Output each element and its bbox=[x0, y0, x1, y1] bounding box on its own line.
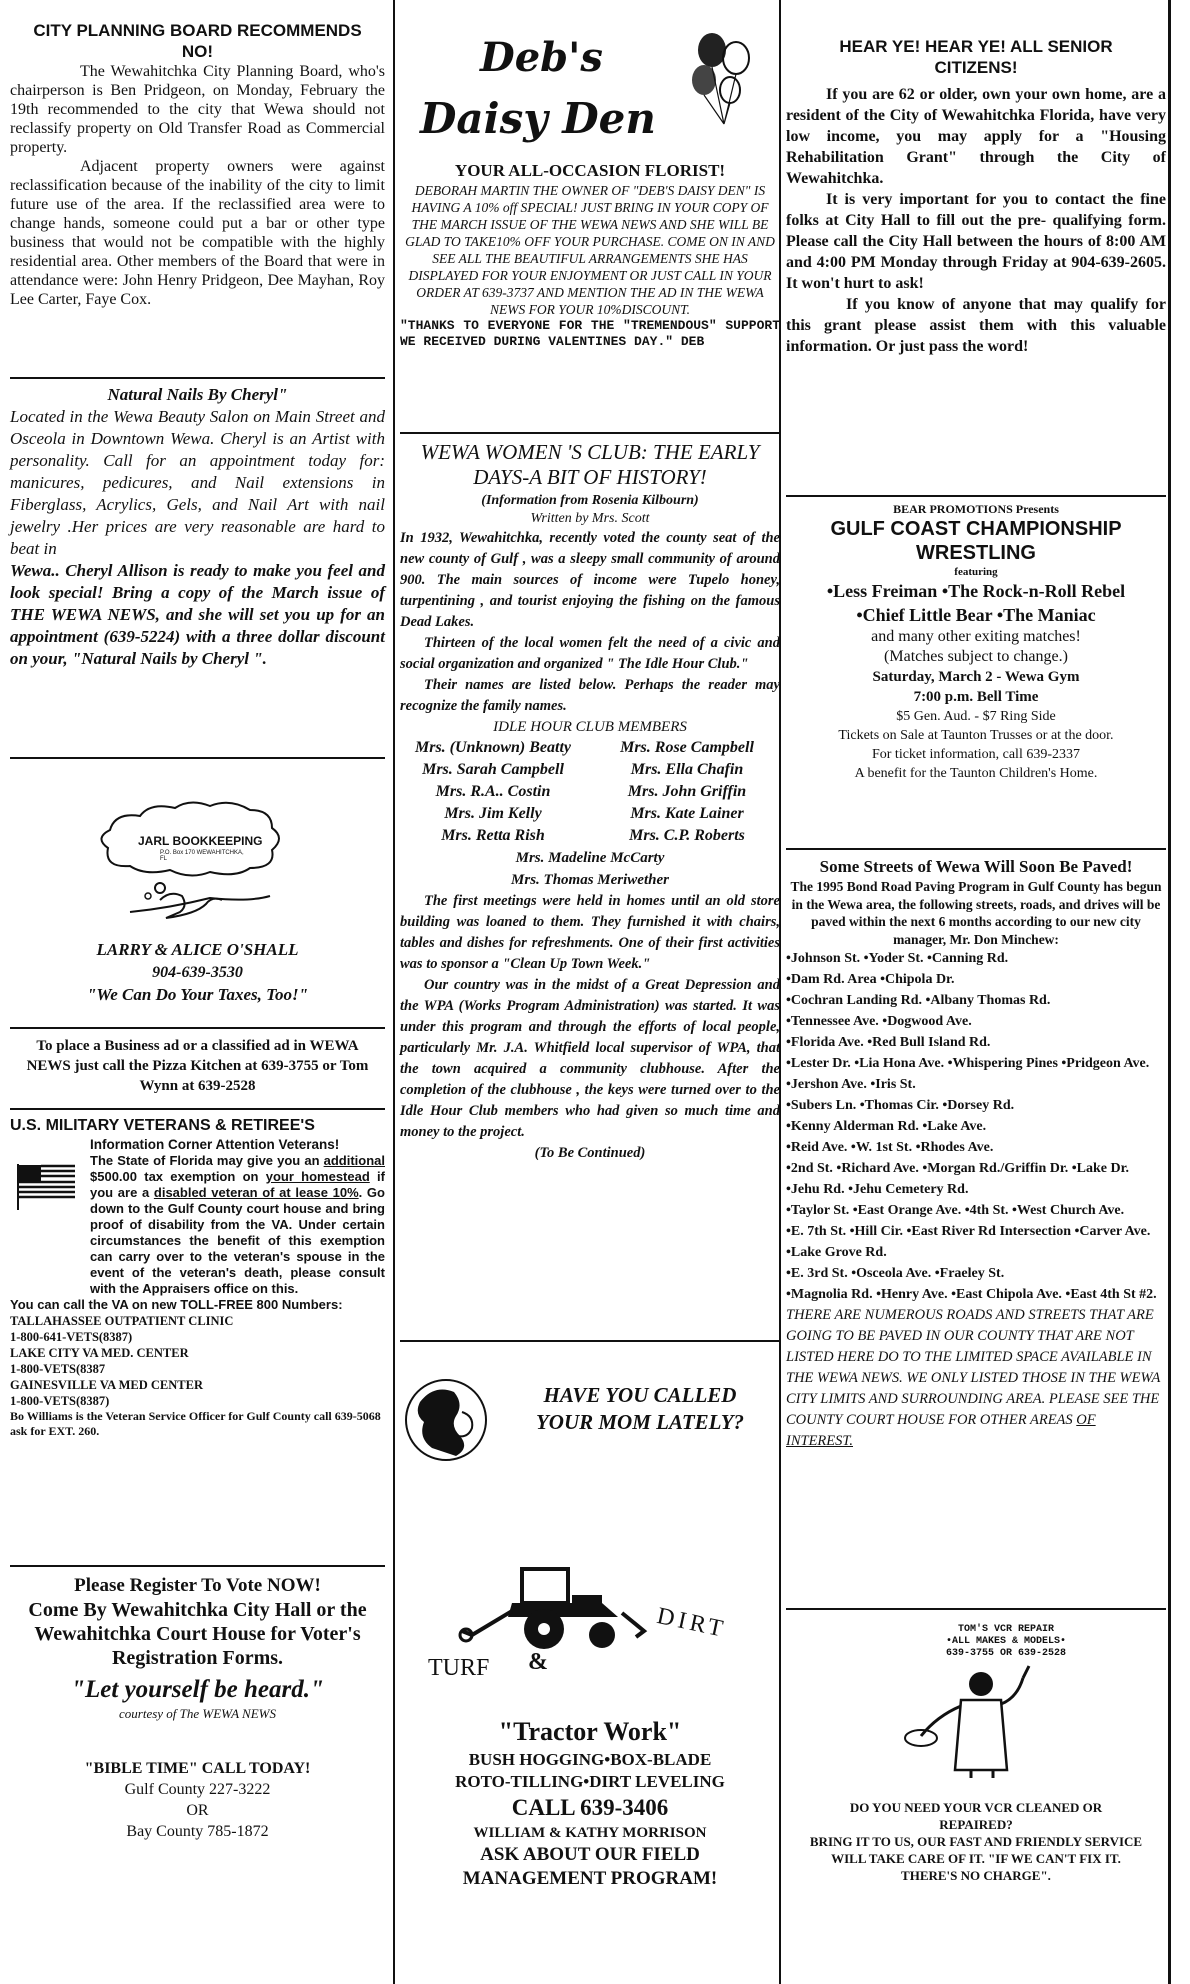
ad-courtesy: courtesy of The WEWA NEWS bbox=[119, 1706, 276, 1721]
ad-thanks: "THANKS TO EVERYONE FOR THE "TREMENDOUS" SUPPORT WE RECEIVED DURING VALENTINES DAY." DEB bbox=[400, 318, 780, 349]
bookkeeping-ad bbox=[10, 800, 385, 1006]
section-divider bbox=[400, 432, 780, 434]
logo-line: Deb's bbox=[480, 34, 603, 81]
ad-line: For ticket information, call 639-2337 bbox=[871, 747, 1080, 762]
senior-citizens-article bbox=[786, 36, 1166, 357]
section-divider bbox=[786, 495, 1166, 497]
ad-featuring: featuring bbox=[954, 566, 998, 578]
ad-title: Natural Nails By Cheryl" bbox=[107, 385, 288, 404]
text-run: if you are a bbox=[90, 1169, 385, 1200]
text-run: THERE ARE NUMEROUS ROADS AND STREETS THAT ARE GOING TO BE PAVED IN OUR COUNTY THAT ARE NOT LISTED HERE DO TO THE LIMITED SPACE AVAILABLE IN THE WEWA NEWS. WE ONLY LISTED THOSE IN THE WEWA CITY LIMITS AND SURROUNDING AREA. PLEASE SEE THE COUNTY COURT HOUSE FOR OTHER AREAS bbox=[786, 1307, 1161, 1428]
article-headline: CITY PLANNING BOARD RECOMMENDS NO! bbox=[33, 21, 362, 61]
ad-presenter: BEAR PROMOTIONS Presents bbox=[893, 502, 1059, 516]
text-run: . Go down to the Gulf County court house and bring proof of disability from the VA. Under certain circumstances the benefit of this exemption can carry over to the veteran's spouse in the event of the veteran's death, please consult with the Appraisers office on this. bbox=[90, 1185, 385, 1296]
text-run: $500.00 tax exemption on bbox=[90, 1169, 266, 1184]
ad-slogan: "We Can Do Your Taxes, Too!" bbox=[86, 985, 309, 1004]
balloons-icon bbox=[682, 28, 772, 128]
logo-subtext: P.O. Box 170 WEWAHITCHKA, FL bbox=[160, 850, 244, 862]
street-list-item: •Magnolia Rd. •Henry Ave. •East Chipola Ave. •East 4th St #2. bbox=[786, 1287, 1157, 1302]
florist-logo bbox=[400, 24, 780, 154]
ad-slogan: "Let yourself be heard." bbox=[71, 1676, 324, 1703]
ad-line: BUSH HOGGING•BOX-BLADE bbox=[468, 1750, 712, 1769]
ad-phone: CALL 639-3406 bbox=[511, 1795, 669, 1820]
clinic-line: GAINESVILLE VA MED CENTER bbox=[10, 1378, 203, 1392]
call-mom-ad bbox=[400, 1368, 780, 1478]
register-to-vote-ad bbox=[10, 1574, 385, 1722]
member-name: Mrs. Sarah Campbell bbox=[422, 761, 564, 778]
tractor-work-ad bbox=[400, 1555, 780, 1891]
member-name: Mrs. Jim Kelly bbox=[444, 805, 542, 822]
section-divider bbox=[786, 1608, 1166, 1610]
member-name: Mrs. Thomas Meriwether bbox=[511, 872, 669, 888]
street-list-item: •Tennessee Ave. •Dogwood Ave. bbox=[786, 1014, 972, 1029]
clinic-line: LAKE CITY VA MED. CENTER bbox=[10, 1346, 189, 1360]
street-list-item: •Kenny Alderman Rd. •Lake Ave. bbox=[786, 1119, 987, 1134]
ad-line: TOM'S VCR REPAIR bbox=[957, 1624, 1054, 1635]
article-paragraph: Our country was in the midst of a Great Depression and the WPA (Works Program Administration) was started. It was under this program and through the efforts of local people, particularly Mr. J.A. Whitfield local supervisor of WPA, that the town acquired a community clubhouse. After the completion of the clubhouse , the keys were turned over to the Idle Hour Club members who had given so much time and money to the project. bbox=[400, 977, 780, 1140]
article-byline: Written by Mrs. Scott bbox=[530, 511, 650, 526]
veterans-article bbox=[10, 1116, 385, 1439]
clinic-line: 1-800-641-VETS(8387) bbox=[10, 1330, 133, 1344]
member-name: Mrs. Kate Lainer bbox=[630, 805, 744, 822]
debs-daisy-den-ad bbox=[400, 24, 780, 350]
street-list-item: •Reid Ave. •W. 1st St. •Rhodes Ave. bbox=[786, 1140, 994, 1155]
bible-time-ad bbox=[10, 1758, 385, 1842]
article-paragraph: You can call the VA on new TOLL-FREE 800 Numbers: bbox=[10, 1297, 343, 1312]
article-paragraph: If you are 62 or older, own your own home, are a resident of the City of Wewahitchka Florida, have very low income, you may apply for a "Housing Rehabilitation Grant" through the City of Wewahitchka. bbox=[786, 86, 1166, 187]
article-headline: HEAR YE! HEAR YE! ALL SENIOR CITIZENS! bbox=[839, 37, 1113, 77]
article-continued: (To Be Continued) bbox=[534, 1145, 646, 1161]
article-headline: Some Streets of Wewa Will Soon Be Paved! bbox=[819, 857, 1133, 876]
logo-amp: & bbox=[528, 1649, 548, 1675]
vcr-repair-ad bbox=[786, 1624, 1166, 1884]
ad-body: Located in the Wewa Beauty Salon on Main Street and Osceola in Downtown Wewa. Cheryl is an Artist with personality. Call for an appointment today for: manicures, pedicures, and Nail extensions in Fiberglass, Acrylics, Gels, and Nail Art with nail jewelry .Her prices are very reasonable are hard to beat in bbox=[10, 407, 385, 558]
member-name: Mrs. John Griffin bbox=[627, 783, 747, 800]
street-list-item: •Dam Rd. Area •Chipola Dr. bbox=[786, 972, 955, 987]
column-left bbox=[10, 0, 385, 1984]
ad-line: 639-3755 OR 639-2528 bbox=[945, 1648, 1067, 1659]
ad-title: Please Register To Vote NOW! bbox=[74, 1575, 321, 1596]
ad-line: OR bbox=[186, 1802, 209, 1819]
street-list-item: •E. 7th St. •Hill Cir. •East River Rd Intersection •Carver Ave. •Lake Grove Rd. bbox=[786, 1224, 1151, 1260]
street-list-item: •Johnson St. •Yoder St. •Canning Rd. bbox=[786, 951, 1009, 966]
section-divider bbox=[400, 1340, 780, 1342]
underlined-text: disabled veteran of at lease 10% bbox=[153, 1185, 359, 1200]
ad-body: Come By Wewahitchka City Hall or the Wewahitchka Court House for Voter's Registration Forms. bbox=[28, 1599, 367, 1669]
bookkeeping-logo bbox=[10, 800, 385, 920]
clinic-line: 1-800-VETS(8387 bbox=[10, 1362, 106, 1376]
natural-nails-ad bbox=[10, 384, 385, 670]
womens-club-article bbox=[400, 440, 780, 1163]
clinic-line: 1-800-VETS(8387) bbox=[10, 1394, 110, 1408]
article-intro: The 1995 Bond Road Paving Program in Gulf County has begun in the Wewa area, the following streets, roads, and drives will be paved within the next 6 months according to our new city manager, Mr. Don Minchew: bbox=[790, 879, 1162, 947]
tractor-logo bbox=[400, 1555, 780, 1695]
logo-word: TURF bbox=[428, 1655, 490, 1681]
ad-line: •Chief Little Bear •The Maniac bbox=[856, 605, 1096, 625]
column-rule bbox=[393, 0, 395, 1984]
article-paragraph: Thirteen of the local women felt the need of a civic and social organization and organized " The Idle Hour Club." bbox=[400, 635, 780, 672]
wrestling-ad bbox=[786, 502, 1166, 783]
article-paragraph: Adjacent property owners were against reclassification because of the inability of the city to limit future use of the area. If the reclassified area were to change hands, someone could put a bar or other type business that would not be compatible with the highly residential area. Other members of the Board that were in attendance were: John Henry Pridgeon, Dee Mayhan, Roy Lee Carter, Faye Cox. bbox=[10, 158, 385, 308]
member-name: Mrs. Retta Rish bbox=[441, 827, 545, 844]
section-divider bbox=[10, 1108, 385, 1110]
street-list-item: •Cochran Landing Rd. •Albany Thomas Rd. bbox=[786, 993, 1051, 1008]
underlined-text: additional bbox=[323, 1153, 385, 1168]
section-divider bbox=[10, 757, 385, 759]
ad-title: GULF COAST CHAMPIONSHIP WRESTLING bbox=[830, 518, 1122, 564]
ad-line: Saturday, March 2 - Wewa Gym bbox=[872, 669, 1080, 685]
article-paragraph: The Wewahitchka City Planning Board, who's chairperson is Ben Pridgeon, on Monday, February the 19th recommended to the city that Wewa should not reclassify property on Old Transfer Road as Commercial property. bbox=[10, 63, 385, 156]
street-list bbox=[786, 948, 1166, 1305]
member-name: Mrs. R.A.. Costin bbox=[435, 783, 551, 800]
ad-text: HAVE YOU CALLED YOUR MOM LATELY? bbox=[535, 1383, 745, 1434]
ad-body: Wewa.. Cheryl Allison is ready to make you feel and look special! Bring a copy of the March issue of THE WEWA NEWS, and she will set you up for an appointment (639-5224) with a three dollar discount on your, "Natural Nails by Cheryl ". bbox=[10, 561, 385, 668]
article-source: (Information from Rosenia Kilbourn) bbox=[481, 493, 699, 508]
ad-names: LARRY & ALICE O'SHALL bbox=[96, 940, 299, 959]
ad-line: Gulf County 227-3222 bbox=[124, 1781, 271, 1798]
ad-line: (Matches subject to change.) bbox=[884, 648, 1068, 665]
repairman-icon bbox=[901, 1664, 1051, 1779]
ad-line: ASK ABOUT OUR FIELD MANAGEMENT PROGRAM! bbox=[462, 1844, 718, 1889]
underlined-text: OF INTEREST. bbox=[786, 1412, 1096, 1449]
underlined-text: your homestead bbox=[265, 1169, 370, 1184]
article-footer: Bo Williams is the Veteran Service Officer for Gulf County call 639-5068 ask for EXT. 260. bbox=[10, 1409, 381, 1438]
article-paragraph: If you know of anyone that may qualify for this grant please assist them with this valuable information. Or just pass the word! bbox=[786, 296, 1166, 355]
logo-line: Daisy Den bbox=[420, 94, 656, 143]
street-list-item: •Taylor St. •East Orange Ave. •4th St. •West Church Ave. bbox=[786, 1203, 1125, 1218]
members-list bbox=[400, 737, 780, 847]
ad-line: $5 Gen. Aud. - $7 Ring Side bbox=[896, 709, 1056, 724]
ad-title: YOUR ALL-OCCASION FLORIST! bbox=[454, 161, 726, 180]
street-list-item: •Florida Ave. •Red Bull Island Rd. bbox=[786, 1035, 991, 1050]
tractor-icon bbox=[452, 1555, 652, 1655]
column-right bbox=[786, 0, 1166, 1984]
member-name: Mrs. C.P. Roberts bbox=[629, 827, 745, 844]
article-paragraph: Their names are listed below. Perhaps the reader may recognize the family names. bbox=[400, 677, 780, 714]
ad-phone: 904-639-3530 bbox=[152, 964, 243, 981]
article-paragraph: It is very important for you to contact the fine folks at City Hall to fill out the pre- qualifying form. Please call the City Hall between the hours of 8:00 AM and 4:00 PM Monday through Friday at 904-639-2605. It won't hurt to ask! bbox=[786, 191, 1166, 292]
column-middle bbox=[400, 0, 780, 1984]
article-paragraph: In 1932, Wewahitchka, recently voted the county seat of the new county of Gulf , was a sleepy small community of around 900. The main sources of income were Tupelo honey, turpentining , and tourist enjoying the fishing on the famous Dead Lakes. bbox=[400, 530, 780, 630]
clinic-list bbox=[10, 1313, 385, 1409]
place-ad-notice: To place a Business ad or a classified ad in WEWA NEWS just call the Pizza Kitchen at 639-3755 or Tom Wynn at 639-2528 bbox=[26, 1038, 369, 1094]
ad-line: •ALL MAKES & MODELS• bbox=[945, 1636, 1067, 1647]
clinic-line: TALLAHASSEE OUTPATIENT CLINIC bbox=[10, 1314, 234, 1328]
street-list-item: •Subers Ln. •Thomas Cir. •Dorsey Rd. bbox=[786, 1098, 1015, 1113]
street-list-item: •E. 3rd St. •Osceola Ave. •Fraeley St. bbox=[786, 1266, 1005, 1281]
ad-line: 7:00 p.m. Bell Time bbox=[913, 689, 1039, 705]
ad-title: "Tractor Work" bbox=[498, 1717, 682, 1746]
flag-icon bbox=[14, 1160, 78, 1210]
ad-line: Bay County 785-1872 bbox=[126, 1823, 269, 1840]
section-divider bbox=[10, 377, 385, 379]
section-divider bbox=[10, 1027, 385, 1029]
article-subhead: Information Corner Attention Veterans! bbox=[90, 1137, 340, 1152]
member-name: Mrs. Ella Chafin bbox=[630, 761, 744, 778]
logo-text: JARL BOOKKEEPING bbox=[138, 834, 263, 848]
street-paving-article bbox=[786, 856, 1166, 1452]
planning-board-article bbox=[10, 20, 385, 309]
ad-question: DO YOU NEED YOUR VCR CLEANED OR REPAIRED? bbox=[849, 1800, 1103, 1832]
ad-line: ROTO-TILLING•DIRT LEVELING bbox=[455, 1772, 725, 1791]
logo-word: DIRT bbox=[654, 1603, 730, 1644]
text-run: The State of Florida may give you an bbox=[90, 1153, 324, 1168]
ad-body: BRING IT TO US, OUR FAST AND FRIENDLY SERVICE WILL TAKE CARE OF IT. "IF WE CAN'T FIX IT. THERE'S NO CHARGE". bbox=[809, 1834, 1143, 1883]
ad-line: A benefit for the Taunton Children's Home. bbox=[854, 766, 1098, 781]
article-headline: U.S. MILITARY VETERANS & RETIREE'S bbox=[10, 1117, 315, 1134]
ad-owners: WILLIAM & KATHY MORRISON bbox=[473, 1825, 707, 1841]
section-divider bbox=[786, 848, 1166, 850]
page-edge-rule bbox=[1168, 0, 1171, 1984]
member-name: Mrs. Madeline McCarty bbox=[515, 850, 665, 866]
street-list-item: •2nd St. •Richard Ave. •Morgan Rd./Griffin Dr. •Lake Dr. •Jehu Rd. •Jehu Cemetery Rd. bbox=[786, 1161, 1130, 1197]
members-title: IDLE HOUR CLUB MEMBERS bbox=[493, 719, 687, 735]
section-divider bbox=[10, 1565, 385, 1567]
ad-title: "BIBLE TIME" CALL TODAY! bbox=[84, 1760, 311, 1777]
article-headline: WEWA WOMEN 'S CLUB: THE EARLY DAYS-A BIT OF HISTORY! bbox=[420, 440, 760, 489]
ad-line: and many other exiting matches! bbox=[871, 628, 1081, 645]
ad-body: DEBORAH MARTIN THE OWNER OF "DEB'S DAISY DEN" IS HAVING A 10% off SPECIAL! JUST BRING IN YOUR COPY OF THE MARCH ISSUE OF THE WEWA NEWS AND SHE WILL BE GLAD TO TAKE10% OFF YOUR PURCHASE. COME ON IN AND SEE ALL THE BEAUTIFUL ARRANGEMENTS SHE HAS DISPLAYED FOR YOUR ENJOYMENT OR JUST CALL IN YOUR ORDER AT 639-3737 AND MENTION THE AD IN THE WEWA NEWS FOR YOUR 10%DISCOUNT. bbox=[405, 183, 775, 317]
mother-child-icon bbox=[402, 1374, 490, 1466]
member-name: Mrs. Rose Campbell bbox=[620, 739, 754, 756]
ad-line: •Less Freiman •The Rock-n-Roll Rebel bbox=[826, 581, 1126, 601]
article-note bbox=[786, 1305, 1166, 1452]
ad-line: Tickets on Sale at Taunton Trusses or at the door. bbox=[838, 728, 1114, 743]
street-list-item: •Lester Dr. •Lia Hona Ave. •Whispering Pines •Pridgeon Ave. •Jershon Ave. •Iris St. bbox=[786, 1056, 1150, 1092]
ad-header bbox=[786, 1624, 1166, 1660]
member-name: Mrs. (Unknown) Beatty bbox=[414, 739, 572, 756]
article-paragraph: The first meetings were held in homes until an old store building was loaned to them. They furnished it with chairs, tables and dishes for refreshments. One of their first activities was to sponsor a "Clean Up Town Week." bbox=[400, 893, 780, 972]
